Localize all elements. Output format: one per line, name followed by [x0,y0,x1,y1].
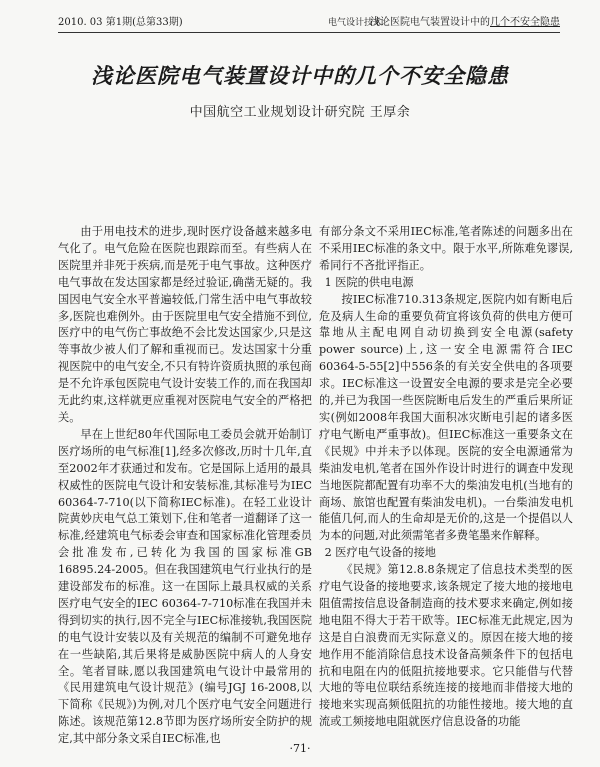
paragraph: 早在上世纪80年代国际电工委员会就开始制订医疗场所的电气标准[1],经多次修改,历时十几年,直至2002年才获通过和发布。它是国际上适用的最具权威性的医院电气设计和安装标准,其标准号为IEC 60364-7-710(以下简称IEC标准)。在轻工业设计院黄妙庆电气总工策划下,住和笔者一道翻译了这一标准,经建筑电气标委会审查和国家标准化管理委员会批准发布,已转化为我国的国家标准GB 16895.24-2005。但在我国建筑电气行业执行的是建设部发布的标准。这一在国际上最具权威的关系医疗电气安全的IEC 60364-7-710标准在我国并未得到切实的执行,因不完全与IEC标准接轨,我国医院的电气设计安装以及有关规范的编制不可避免地存在一些缺陷,其后果将是威胁医院中病人的人身安全。笔者冒昧,愿以我国建筑电气设计中最常用的《民用建筑电气设计规范》(编号JGJ 16-2008,以下简称《民规》)为例,对几个医疗电气安全问题进行陈述。该规范第12.8节即为医疗场所安全防护的规定,其中部分条文采自IEC标准,也 [58,427,312,746]
paragraph: 《民规》第12.8.8条规定了信息技术类型的医疗电气设备的接地要求,该条规定了接大地的接地电阻值需按信息设备制造商的技术要求来确定,例如接地电阻不得大于若干欧等。IEC标准无此规定,因为这是自白浪费而无实际意义的。原因在接大地的接地作用不能消除信息技术设备高频条件下的包括电抗和电阻在内的低阻抗接地要求。它只能借与代替大地的等电位联结系统连接的接地而非借接大地的接地来实现高频低阻抗的功能性接地。接大地的直流或工频接地电阻就医疗信息设备的功能 [319,563,573,729]
running-title-suffix: 几个不安全隐患 [490,17,560,28]
paragraph: 由于用电技术的进步,现时医疗设备越来越多电气化了。电气危险在医院也跟踪而至。有些病人在医院里并非死于疾病,而是死于电气事故。这种医疗电气事故在发达国家都是经过验证,确凿无疑的。我国因电气安全水平普遍较低,门常生活中电气事故较多,医院也难例外。由于医院里电气安全措施不到位,医疗中的电气伤亡事故绝不会比发达国家少,只是这等事故少被人们了解和重视而已。发达国家十分重视医院中的电气安全,不只有特许资质执照的承包商是不允许承包医院电气设计安装工作的,而在我国却无此约束,这样就更应重视对医院电气安全的严格把关。 [58,225,312,424]
page-number: ·71· [289,742,311,755]
running-header [58,14,560,33]
left-column [58,224,312,748]
paragraph: 按IEC标准710.313条规定,医院内如有断电后危及病人生命的重要负荷宜将该负荷的供电方便可靠地从主配电网自动切换到安全电源(safety power source)上,这一安全电源需符合IEC 60364-5-55[2]中556条的有关安全供电的各项要求。IEC标准这一设置安全电源的要求是完全必要的,并已为我国一些医院断电后发生的严重后果所证实(例如2008年我国大面积冰灾断电引起的诸多医疗电气断电严重事故)。但IEC标准这一重要条文在《民规》中并未予以体现。医院的安全电源通常为柴油发电机,笔者在国外作设计时进行的调查中发现当地医院都配置有功率不大的柴油发电机(当地有的商场、旅馆也配置有柴油发电机)。一台柴油发电机能值几何,而人的生命却是无价的,这是一个提倡以人为本的问题,对此须需笔者多费笔墨来作解释。 [319,292,573,543]
journal-name: 电气设计技术 [328,18,383,28]
section-heading: 1 医院的供电电源 [324,275,414,289]
section-heading: 2 医疗电气设备的接地 [324,546,436,560]
issue-info: 2010. 03 第1期(总第33期) [58,17,183,28]
running-title [370,14,560,32]
article-title: 浅论医院电气装置设计中的几个不安全隐患 [91,64,509,88]
author-affiliation: 中国航空工业规划设计研究院 王厚余 [189,105,411,120]
right-column [319,224,573,731]
running-title-prefix: 浅论医院电气装置设计中的 [370,17,490,28]
paragraph: 有部分条文不采用IEC标准,笔者陈述的问题多出在不采用IEC标准的条文中。限于水平,所陈难免谬误,希同行不吝批评指正。 [319,225,573,272]
